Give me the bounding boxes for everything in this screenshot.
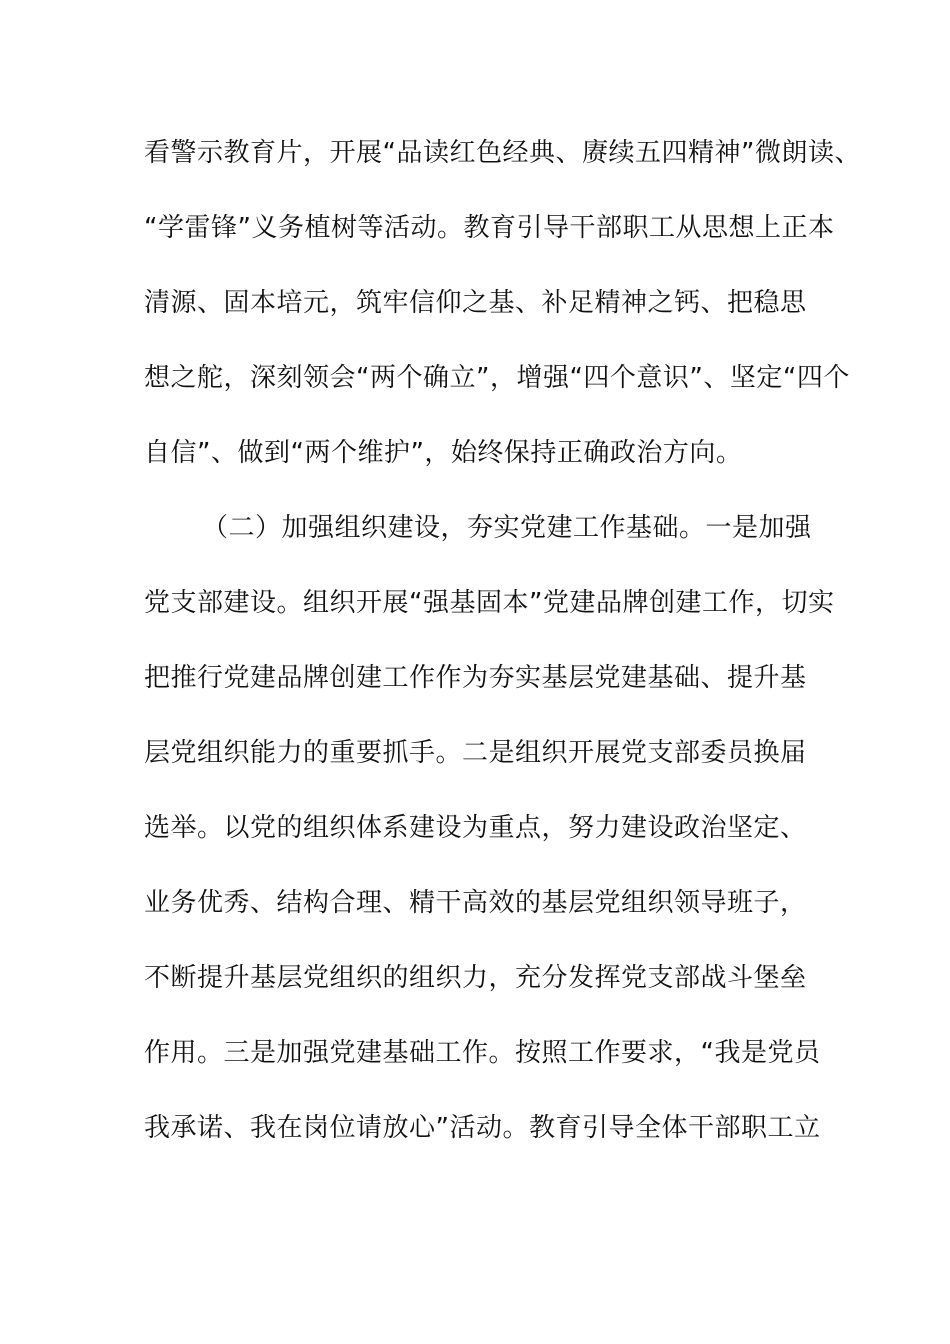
text-line: 党支部建设。组织开展“强基固本”党建品牌创建工作，切实 <box>144 588 835 618</box>
section-heading-line: （二）加强组织建设，夯实党建工作基础。一是加强 <box>202 513 812 543</box>
text-line: 清源、固本培元，筑牢信仰之基、补足精神之钙、把稳思 <box>144 288 807 318</box>
text-line: “学雷锋”义务植树等活动。教育引导干部职工从思想上正本 <box>144 213 835 243</box>
text-line: 层党组织能力的重要抓手。二是组织开展党支部委员换届 <box>144 738 807 768</box>
text-line: 不断提升基层党组织的组织力，充分发挥党支部战斗堡垒 <box>144 963 807 993</box>
text-line: 自信”、做到“两个维护”，始终保持正确政治方向。 <box>144 438 743 468</box>
text-line: 我承诺、我在岗位请放心”活动。教育引导全体干部职工立 <box>144 1113 821 1143</box>
text-line: 选举。以党的组织体系建设为重点，努力建设政治坚定、 <box>144 813 807 843</box>
text-line: 把推行党建品牌创建工作作为夯实基层党建基础、提升基 <box>144 663 807 693</box>
body-text <box>144 131 861 1181</box>
text-line: 作用。三是加强党建基础工作。按照工作要求，“我是党员 <box>144 1038 821 1068</box>
text-line: 看警示教育片，开展“品读红色经典、赓续五四精神”微朗读、 <box>144 138 861 168</box>
text-line: 想之舵，深刻领会“两个确立”，增强“四个意识”、坚定“四个 <box>144 363 850 393</box>
text-line: 业务优秀、结构合理、精干高效的基层党组织领导班子， <box>144 888 807 918</box>
